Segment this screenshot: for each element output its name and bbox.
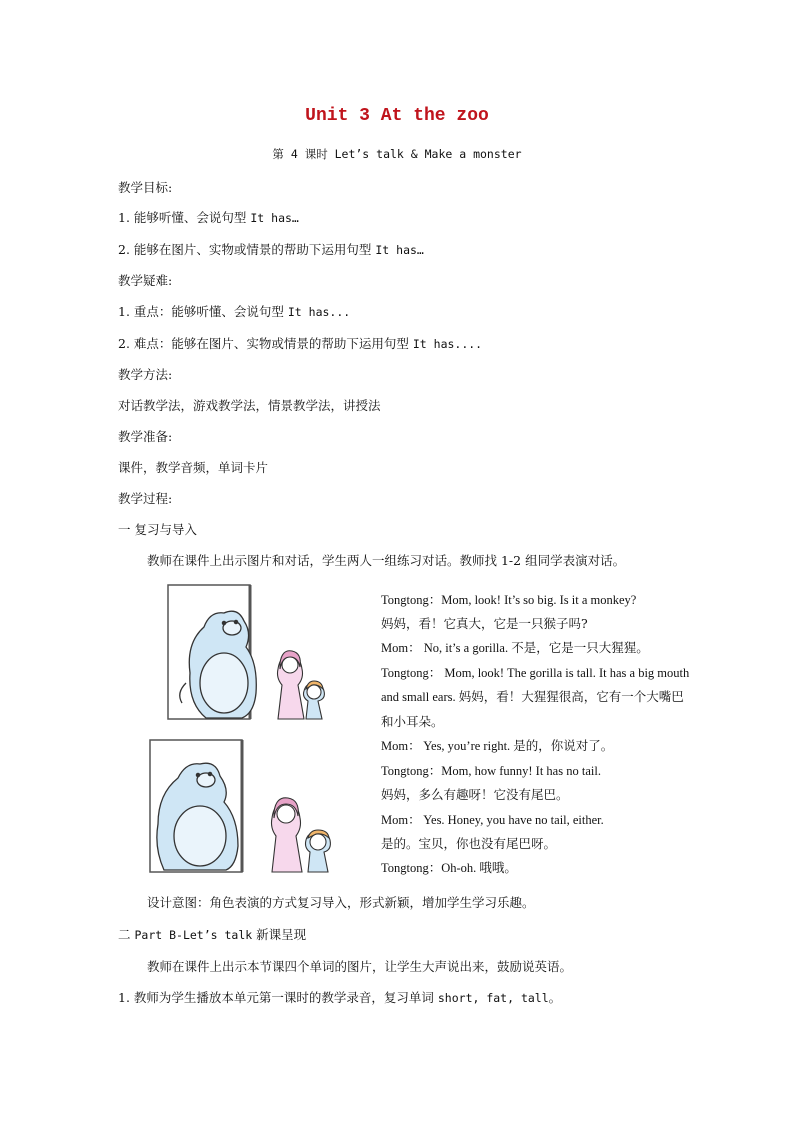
preparation-heading: 教学准备: <box>118 429 173 444</box>
dialogue-line-10: Mom： Yes. Honey, you have no tail, either. <box>381 813 604 827</box>
dialogue-line-9: 妈妈，多么有趣呀！它没有尾巴。 <box>381 787 569 802</box>
dialogue-line-7: Mom： Yes, you’re right. 是的，你说对了。 <box>381 739 614 753</box>
dialogue-line-4: Tongtong： Mom, look! The gorilla is tall. It has a big mouth <box>381 666 690 680</box>
section-2-step-1: 1. 教师为学生播放本单元第一课时的教学录音，复习单词 short, fat, tall。 <box>118 990 562 1005</box>
dialogue-line-6: 和小耳朵。 <box>381 714 444 729</box>
section-2-heading: 二 Part B-Let’s talk 新课呈现 <box>118 927 307 942</box>
preparation-text: 课件，教学音频，单词卡片 <box>118 460 269 475</box>
dialogue-line-2: 妈妈，看！它真大，它是一只猴子吗? <box>381 616 588 631</box>
methods-heading: 教学方法: <box>118 367 173 382</box>
page-title: Unit 3 At the zoo <box>305 106 489 126</box>
dialogue-line-8: Tongtong：Mom, how funny! It has no tail. <box>381 764 601 778</box>
dialogue-line-12: Tongtong：Oh-oh. 哦哦。 <box>381 861 517 875</box>
objectives-heading: 教学目标: <box>118 180 173 195</box>
objective-item-1: 1. 能够听懂、会说句型 It has… <box>118 210 299 225</box>
gorilla-illustration-1 <box>166 583 340 721</box>
lesson-subtitle: 第 4 课时 Let’s talk & Make a monster <box>272 147 522 161</box>
section-1-intro: 教师在课件上出示图片和对话，学生两人一组练习对话。教师找 1-2 组同学表演对话。 <box>147 553 626 568</box>
gorilla-figure <box>157 763 238 870</box>
mom-and-child <box>278 651 325 719</box>
mom-and-child <box>272 798 331 872</box>
gorilla-figure <box>180 611 257 718</box>
gorilla-illustration-2 <box>148 738 348 874</box>
section-1-design-note: 设计意图：角色表演的方式复习导入，形式新颖，增加学生学习乐趣。 <box>147 895 535 910</box>
difficulty-item-1: 1. 重点：能够听懂、会说句型 It has... <box>118 304 351 319</box>
dialogue-line-5: and small ears. 妈妈，看！大猩猩很高，它有一个大嘴巴 <box>381 690 684 704</box>
methods-text: 对话教学法，游戏教学法，情景教学法，讲授法 <box>118 398 381 413</box>
section-2-intro: 教师在课件上出示本节课四个单词的图片，让学生大声说出来，鼓励说英语。 <box>147 959 573 974</box>
process-heading: 教学过程: <box>118 491 173 506</box>
objective-item-2: 2. 能够在图片、实物或情景的帮助下运用句型 It has… <box>118 242 424 257</box>
dialogue-line-3: Mom： No, it’s a gorilla. 不是，它是一只大猩猩。 <box>381 641 649 655</box>
section-1-heading: 一 复习与导入 <box>118 522 197 537</box>
dialogue-line-1: Tongtong：Mom, look! It’s so big. Is it a monkey? <box>381 593 637 607</box>
difficulties-heading: 教学疑难: <box>118 273 173 288</box>
difficulty-item-2: 2. 难点：能够在图片、实物或情景的帮助下运用句型 It has.... <box>118 336 483 351</box>
dialogue-line-11: 是的。宝贝，你也没有尾巴呀。 <box>381 836 557 851</box>
